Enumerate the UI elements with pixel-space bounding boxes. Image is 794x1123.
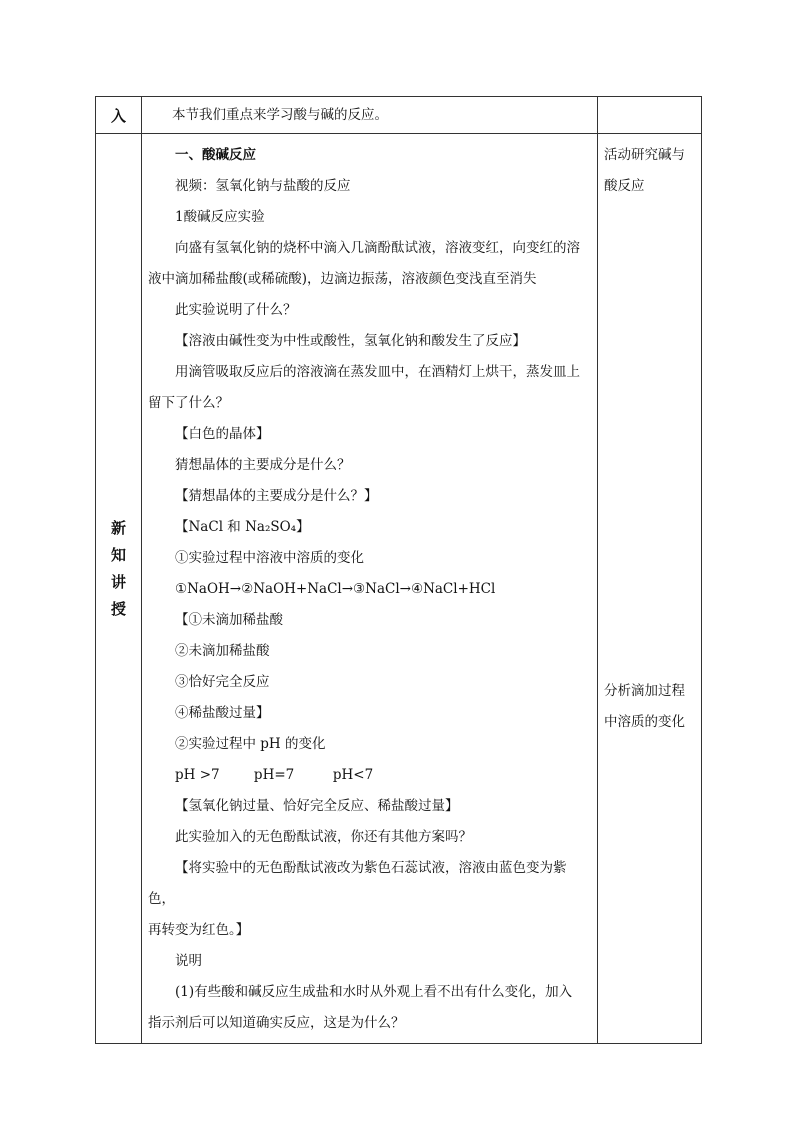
content-line: ③恰好完全反应 — [175, 674, 270, 690]
intro-note-cell — [598, 97, 702, 134]
intro-content-cell — [142, 97, 598, 134]
analysis-note-line: 分析滴加过程 — [604, 683, 685, 699]
content-line: 指示剂后可以知道确实反应，这是为什么？ — [148, 1015, 405, 1031]
content-line: 【NaCl 和 Na₂SO₄】 — [175, 519, 310, 535]
content-line: pH >7 pH=7 pH<7 — [175, 767, 374, 783]
side-label-char: 新 — [110, 519, 126, 537]
side-label-char: 授 — [110, 600, 126, 618]
content-line: ④稀盐酸过量】 — [175, 705, 270, 721]
intro-text: 本节我们重点来学习酸与碱的反应。 — [172, 107, 388, 123]
content-line: ①NaOH→②NaOH+NaCl→③NaCl→④NaCl+HCl — [175, 581, 496, 597]
content-line: 【将实验中的无色酚酞试液改为紫色石蕊试液，溶液由蓝色变为紫色， — [148, 860, 567, 907]
row-label-new-knowledge — [96, 134, 142, 1044]
activity-note-line: 酸反应 — [604, 178, 645, 194]
content-line: 【①未滴加稀盐酸 — [175, 612, 283, 628]
content-line: 液中滴加稀盐酸(或稀硫酸)，边滴边振荡，溶液颜色变浅直至消失 — [148, 271, 537, 287]
content-line: 【猜想晶体的主要成分是什么？】 — [175, 488, 378, 504]
lesson-plan-table — [95, 96, 702, 1044]
content-line: 猜想晶体的主要成分是什么？ — [175, 457, 351, 473]
content-line: 1酸碱反应实验 — [175, 209, 265, 225]
content-line: ①实验过程中溶液中溶质的变化 — [175, 550, 364, 566]
table-row-intro — [96, 97, 702, 134]
lesson-plan-table-wrapper — [95, 96, 700, 1044]
row-label-intro — [96, 97, 142, 134]
side-label — [96, 134, 141, 1004]
content-line: 留下了什么？ — [148, 395, 229, 411]
main-content-cell — [142, 134, 598, 1044]
content-line: ②实验过程中 pH 的变化 — [175, 736, 326, 752]
content-line: 一、酸碱反应 — [175, 147, 256, 163]
analysis-note-line: 中溶质的变化 — [604, 714, 685, 730]
content-line: 向盛有氢氧化钠的烧杯中滴入几滴酚酞试液，溶液变红，向变红的溶 — [175, 240, 580, 256]
notes-cell — [598, 134, 702, 1044]
content-line: 再转变为红色。】 — [148, 922, 250, 938]
side-label-char: 讲 — [110, 573, 126, 591]
row-label-text: 入 — [110, 106, 126, 125]
content-line: 说明 — [175, 953, 202, 969]
activity-note — [598, 140, 701, 202]
content-line: ②未滴加稀盐酸 — [175, 643, 270, 659]
table-row-new-knowledge — [96, 134, 702, 1044]
content-line: 用滴管吸取反应后的溶液滴在蒸发皿中，在酒精灯上烘干，蒸发皿上 — [175, 364, 580, 380]
content-line: 此实验说明了什么？ — [175, 302, 297, 318]
content-line: 【氢氧化钠过量、恰好完全反应、稀盐酸过量】 — [175, 798, 459, 814]
main-content — [142, 134, 597, 1043]
content-line: 此实验加入的无色酚酞试液，你还有其他方案吗？ — [175, 829, 472, 845]
content-line: 视频：氢氧化钠与盐酸的反应 — [175, 178, 351, 194]
content-line: 【白色的晶体】 — [175, 426, 270, 442]
analysis-note — [598, 676, 701, 738]
content-line: 【溶液由碱性变为中性或酸性，氢氧化钠和酸发生了反应】 — [175, 333, 526, 349]
content-line: (1)有些酸和碱反应生成盐和水时从外观上看不出有什么变化，加入 — [175, 984, 573, 1000]
side-label-char: 知 — [110, 546, 126, 564]
activity-note-line: 活动研究碱与 — [604, 147, 685, 163]
